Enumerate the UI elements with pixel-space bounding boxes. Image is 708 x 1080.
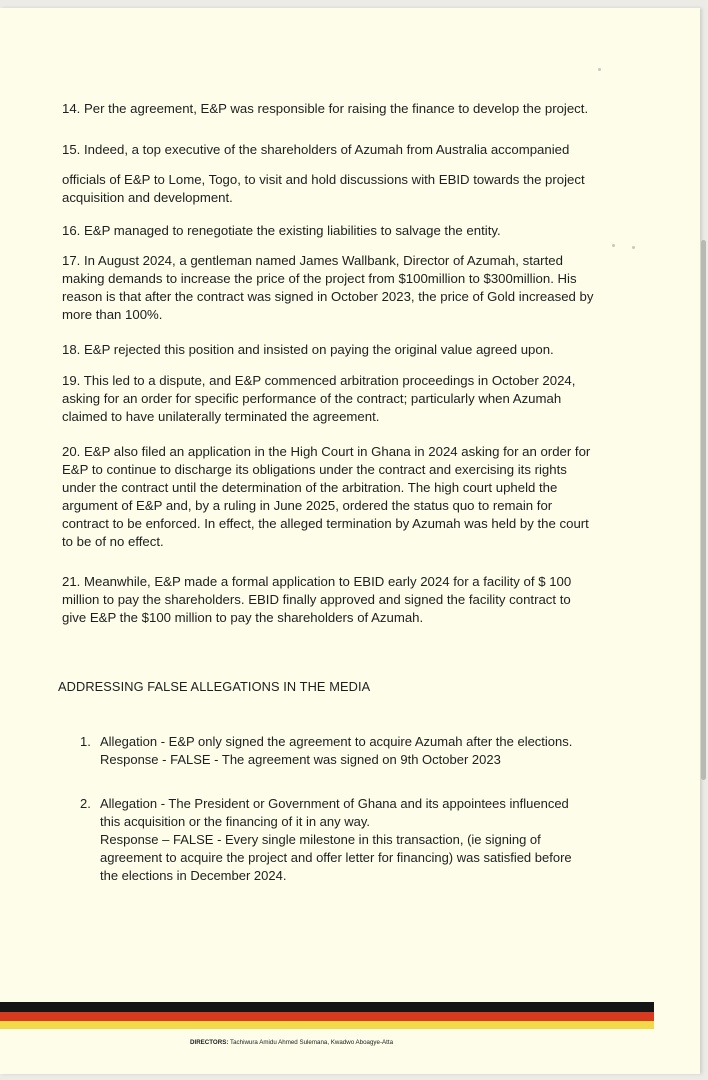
list-number: 2.: [80, 796, 91, 811]
paragraph-15-continued: officials of E&P to Lome, Togo, to visit and hold discussions with EBID towards the project acquisition and development.: [62, 172, 585, 205]
paragraph-14: 14. Per the agreement, E&P was responsible for raising the finance to develop the project.: [62, 101, 589, 116]
paper-speck: [632, 246, 635, 249]
allegation-text: Allegation - The President or Government of Ghana and its appointees influenced this acquisition or the financing of it in any way.: [100, 796, 569, 829]
paragraph-18: 18. E&P rejected this position and insisted on paying the original value agreed upon.: [62, 342, 554, 357]
stripe-black: [0, 1002, 654, 1012]
allegation-item-2: [80, 795, 592, 885]
paragraph-16: 16. E&P managed to renegotiate the existing liabilities to salvage the entity.: [62, 223, 501, 238]
response-text: Response – FALSE - Every single milestone in this transaction, (ie signing of agreement to acquire the project and offer letter for financing) was satisfied before the elections in December 2024.: [100, 832, 572, 883]
scrollbar[interactable]: [701, 240, 706, 780]
stripe-yellow: [0, 1021, 654, 1029]
paragraph-19: 19. This led to a dispute, and E&P commenced arbitration proceedings in October 2024, asking for an order for specific performance of the contract; particularly when Azumah claimed to have unilaterally terminated the agreement.: [62, 373, 576, 424]
list-number: 1.: [80, 734, 91, 749]
paragraph-20: 20. E&P also filed an application in the High Court in Ghana in 2024 asking for an order for E&P to continue to discharge its obligations under the contract and exercising its rights under the contract until the determination of the arbitration. The high court upheld the argument of E&P and, by a ruling in June 2025, ordered the status quo to remain for contract to be enforced. In effect, the alleged termination by Azumah was held by the court to be of no effect.: [62, 444, 591, 549]
paper-speck: [612, 244, 615, 247]
section-heading: ADDRESSING FALSE ALLEGATIONS IN THE MEDIA: [58, 679, 371, 694]
response-text: Response - FALSE - The agreement was signed on 9th October 2023: [100, 752, 501, 767]
paragraph-15: 15. Indeed, a top executive of the shareholders of Azumah from Australia accompanied: [62, 142, 570, 157]
document-page: [0, 8, 700, 1074]
footer-label: DIRECTORS:: [190, 1039, 229, 1046]
footer-directors: [190, 1039, 393, 1046]
footer-names: Tachiwura Amidu Ahmed Sulemana, Kwadwo Aboagye-Atta: [230, 1039, 394, 1046]
allegation-item-1: [80, 733, 592, 769]
paper-speck: [598, 68, 601, 71]
stripe-red: [0, 1012, 654, 1021]
allegation-text: Allegation - E&P only signed the agreement to acquire Azumah after the elections.: [100, 734, 573, 749]
flag-color-stripes: [0, 1002, 654, 1029]
paragraph-17: 17. In August 2024, a gentleman named James Wallbank, Director of Azumah, started making demands to increase the price of the project from $100million to $300million. His reason is that after the contract was signed in October 2023, the price of Gold increased by more than 100%.: [62, 253, 594, 322]
paragraph-21: 21. Meanwhile, E&P made a formal application to EBID early 2024 for a facility of $ 100 million to pay the shareholders. EBID finally approved and signed the facility contract to give E&P the $100 million to pay the shareholders of Azumah.: [62, 574, 572, 625]
